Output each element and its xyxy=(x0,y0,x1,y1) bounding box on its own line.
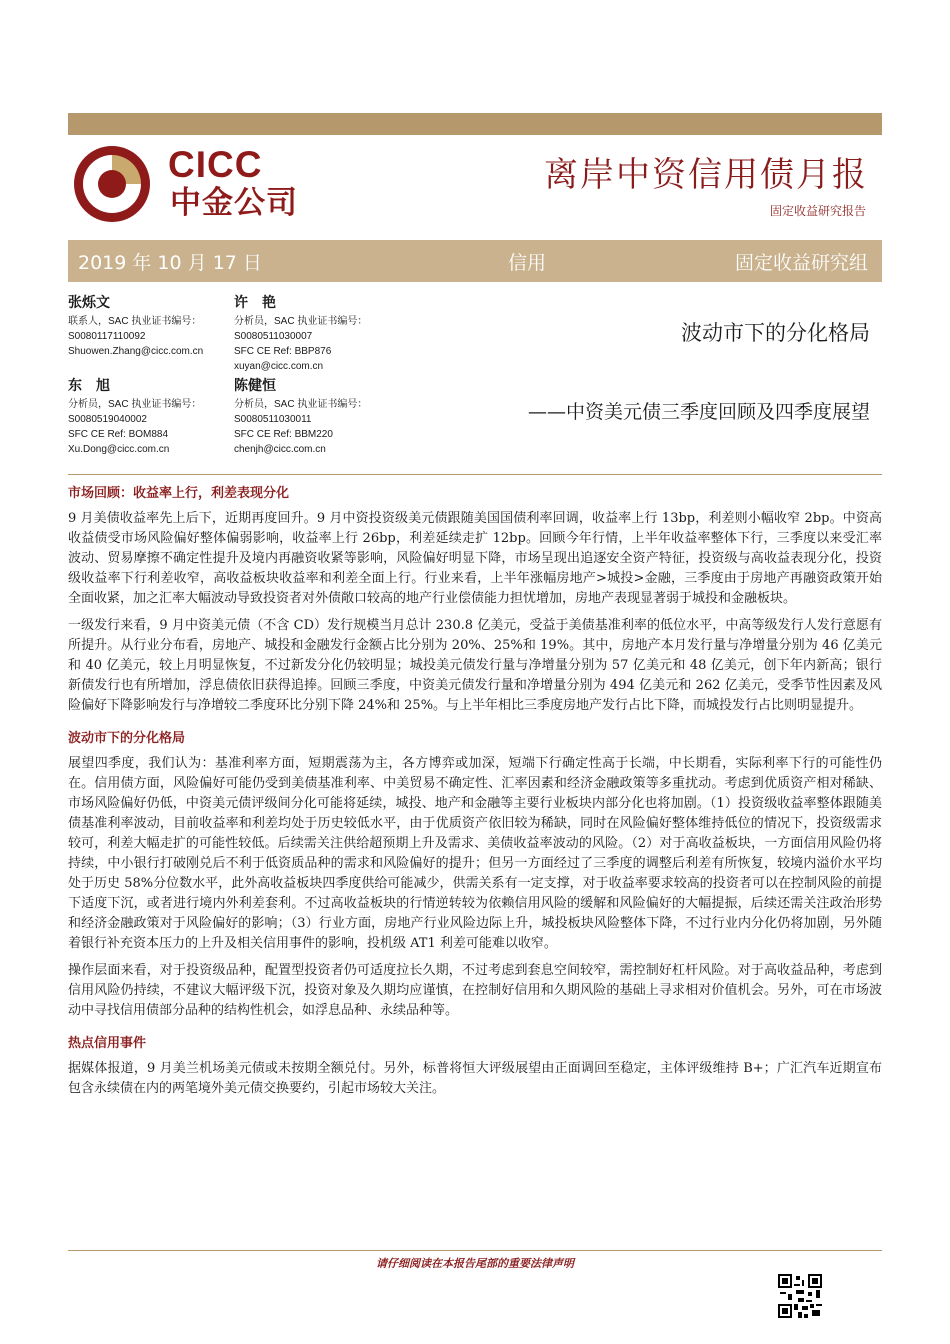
section-title: 波动市下的分化格局 xyxy=(68,731,186,746)
section-divider xyxy=(68,474,882,475)
legal-disclaimer[interactable]: 请仔细阅读在本报告尾部的重要法律声明 xyxy=(376,1257,574,1270)
body-paragraph: 操作层面来看，对于投资级品种，配置型投资者仍可适度拉长久期，不过考虑到套息空间较窄，需控制好杠杆风险。对于高收益品种，考虑到信用风险仍持续，不建议大幅评级下沉，投资对象及久期均应谨慎，在控制好信用和久期风险的基础上寻求相对价值机会。另外，可在市场波动中寻找信用债部分品种的结构性机会，如浮息品种、永续品种等。 xyxy=(68,963,882,1018)
author-email[interactable]: xuyan@cicc.com.cn xyxy=(234,361,324,372)
author-ce-ref: SFC CE Ref: BBM220 xyxy=(234,429,333,440)
logo-text-cn: 中金公司 xyxy=(170,185,298,221)
author-email[interactable]: Xu.Dong@cicc.com.cn xyxy=(68,444,170,455)
author-cert: S0080117110092 xyxy=(68,331,146,342)
info-bar xyxy=(68,240,882,282)
author-block xyxy=(68,376,201,457)
author-cert: S0080511030007 xyxy=(234,331,313,342)
author-role: 分析员，SAC 执业证书编号： xyxy=(68,399,202,410)
body-paragraph: 9 月美债收益率先上后下，近期再度回升。9 月中资投资级美元债跟随美国国债利率回调，收益率上行 13bp，利差则小幅收窄 2bp。中资高收益债受市场风险偏好整体偏弱影响，收益率上行 26bp，利差延续走扩 12bp。回顾今年行情，上半年收益率整体下行，三季度以来受汇率波动、贸易摩擦不确定性提升及境内再融资收紧等影响，风险偏好明显下降，市场呈现出追逐安全资产特征，投资级与高收益表现分化，投资级收益率下行利差收窄，高收益板块收益率和利差全面上行。行业来看，上半年涨幅房地产>城投>金融，三季度由于房地产再融资政策开始全面收紧，加之汇率大幅波动导致投资者对外债敞口较高的地产行业偿债能力担忧增加，房地产表现显著弱于城投和金融板块。 xyxy=(68,511,882,606)
body-paragraph: 一级发行来看，9 月中资美元债（不含 CD）发行规模当月总计 230.8 亿美元，受益于美债基准利率的低位水平，中高等级发行人发行意愿有所提升。从行业分布看，房地产、城投和金融发行金额占比分别为 20%、25%和 19%。其中，房地产本月发行量与净增量分别为 46 亿美元和 40 亿美元，较上月明显恢复，不过新发分化仍较明显；城投美元债发行量与净增量分别为 57 亿美元和 48 亿美元，创下年内新高；银行新债发行也有所增加，浮息债依旧获得追捧。回顾三季度，中资美元债发行量和净增量分别为 494 亿美元和 262 亿美元，受季节性因素及风险偏好下降影响发行与净增较二季度环比分别下降 24%和 25%。与上半年相比三季度房地产发行占比下降，而城投发行占比则明显提升。 xyxy=(68,618,882,713)
section-title: 热点信用事件 xyxy=(68,1036,147,1051)
author-role: 联系人，SAC 执业证书编号： xyxy=(68,316,202,327)
section-title: 市场回顾：收益率上行，利差表现分化 xyxy=(68,486,290,501)
author-role: 分析员，SAC 执业证书编号： xyxy=(234,399,368,410)
author-name: 陈健恒 xyxy=(234,378,276,394)
author-role: 分析员，SAC 执业证书编号： xyxy=(234,316,368,327)
report-date: 2019 年 10 月 17 日 xyxy=(78,251,262,274)
author-name: 东 旭 xyxy=(68,378,110,394)
report-body xyxy=(68,484,882,1106)
report-type: 固定收益研究报告 xyxy=(769,204,866,218)
body-paragraph: 据媒体报道，9 月美兰机场美元债或未按期全额兑付。另外，标普将恒大评级展望由正面调回至稳定，主体评级维持 B+；广汇汽车近期宣布包含永续债在内的两笔境外美元债交换要约，引起市场较大关注。 xyxy=(68,1061,882,1096)
body-paragraph: 展望四季度，我们认为：基准利率方面，短期震荡为主，各方博弈或加深，短端下行确定性高于长端，中长期看，实际利率下行的可能性仍在。信用债方面，风险偏好可能仍受到美债基准利率、中美贸易不确定性、汇率因素和经济金融政策等多重扰动。考虑到优质资产相对稀缺、市场风险偏好仍低，中资美元债评级间分化可能将延续，城投、地产和金融等主要行业板块内部分化也将加剧。（1）投资级收益率整体跟随美债基准利率波动，目前收益率和利差均处于历史较低水平，由于优质资产依旧较为稀缺，同时在风险偏好整体维持低位的情况下，投资级需求较可，利差大幅走扩的可能性较低。后续需关注供给超预期上升及需求、美债收益率波动的风险。（2）对于高收益板块，一方面信用风险仍将持续，中小银行打破刚兑后不利于低资质品种的需求和风险偏好的提升；但另一方面经过了三季度的调整后利差有所恢复，较境内溢价水平均处于历史 58%分位数水平，此外高收益板块四季度供给可能减少，供需关系有一定支撑，对于收益率要求较高的投资者可以在控制风险的前提下适度下沉，或者进行境内外利差套利。不过高收益板块的行情逆转较为依赖信用风险的缓解和风险偏好的大幅提振，后续还需关注政治形势和经济金融政策对于风险偏好的影响；（3）行业方面，房地产行业风险边际上升，城投板块风险整体下降，不过行业内分化仍将加剧，另外随着银行补充资本压力的上升及相关信用事件的影响，投机级 AT1 利差可能难以收窄。 xyxy=(68,756,882,951)
author-email[interactable]: Shuowen.Zhang@cicc.com.cn xyxy=(68,346,204,357)
author-block xyxy=(68,293,203,359)
top-color-bar xyxy=(68,113,882,135)
author-ce-ref: SFC CE Ref: BOM884 xyxy=(68,429,169,440)
author-name: 张烁文 xyxy=(68,295,110,311)
cicc-logo xyxy=(70,143,310,225)
author-name: 许 艳 xyxy=(234,295,276,311)
report-category: 信用 xyxy=(508,251,547,274)
report-headline: 波动市下的分化格局 xyxy=(681,321,870,345)
author-block xyxy=(234,293,367,374)
author-cert: S0080519040002 xyxy=(68,414,147,425)
logo-text-en: CICC xyxy=(168,144,263,185)
author-email[interactable]: chenjh@cicc.com.cn xyxy=(234,444,326,455)
author-block xyxy=(234,376,367,457)
report-title: 离岸中资信用债月报 xyxy=(544,155,868,195)
qr-code-icon xyxy=(778,1274,822,1318)
author-cert: S0080511030011 xyxy=(234,414,312,425)
report-subheadline: ——中资美元债三季度回顾及四季度展望 xyxy=(527,401,870,423)
footer-divider xyxy=(68,1250,882,1251)
research-group: 固定收益研究组 xyxy=(734,251,868,274)
cicc-emblem-icon xyxy=(70,143,160,225)
author-ce-ref: SFC CE Ref: BBP876 xyxy=(234,346,332,357)
